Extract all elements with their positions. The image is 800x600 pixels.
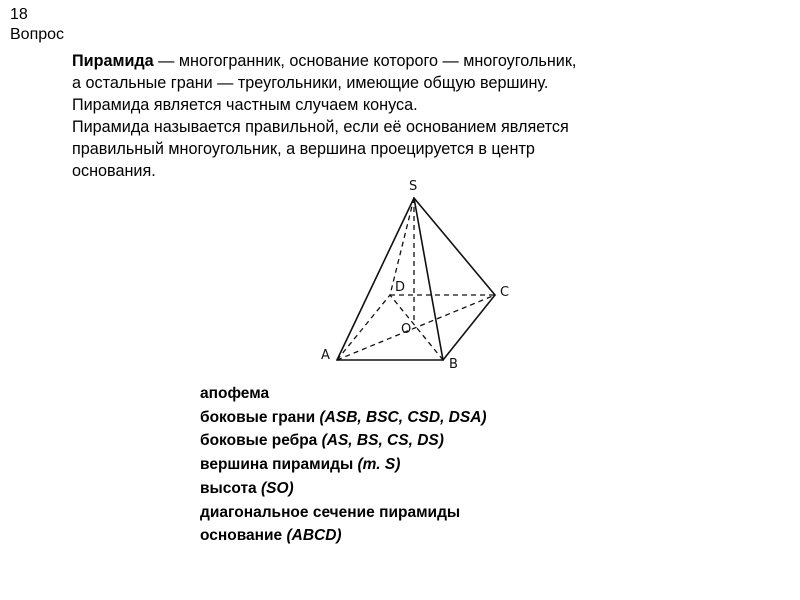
option-apothem[interactable] xyxy=(200,382,487,406)
option-lateral-faces[interactable] xyxy=(200,406,487,430)
option-height[interactable] xyxy=(200,477,487,501)
option-base[interactable] xyxy=(200,524,487,548)
option-diagonal-section[interactable] xyxy=(200,501,487,525)
label-a: A xyxy=(321,348,330,363)
definition-line-1 xyxy=(72,50,712,72)
definition-term: Пирамида xyxy=(72,52,154,70)
definition-line-2: а остальные грани — треугольники, имеющие общую вершину. xyxy=(72,74,549,92)
label-c: C xyxy=(500,285,510,300)
option-lateral-faces-detail: (ASB, BSC, CSD, DSA) xyxy=(319,408,487,426)
edge-bc xyxy=(443,295,495,360)
option-lateral-edges-text: боковые ребра xyxy=(200,432,322,450)
question-label: Вопрос xyxy=(10,26,65,43)
definition-text xyxy=(72,50,712,182)
option-apex-text: вершина пирамиды xyxy=(200,456,358,474)
pyramid-diagram xyxy=(310,170,530,375)
option-lateral-edges-detail: (AS, BS, CS, DS) xyxy=(321,432,444,450)
option-diagonal-section-text: диагональное сечение пирамиды xyxy=(200,503,461,521)
definition-line-5: правильный многоугольник, а вершина проецируется в центр xyxy=(72,140,535,158)
option-lateral-edges[interactable] xyxy=(200,429,487,453)
option-height-detail: (SO) xyxy=(261,479,294,497)
diagonal-ac xyxy=(337,295,495,360)
question-number-value: 18 xyxy=(10,6,28,23)
edge-sc xyxy=(414,198,495,295)
option-apothem-text: апофема xyxy=(200,385,270,402)
definition-line-1-rest: — многогранник, основание которого — многоугольник, xyxy=(153,52,577,70)
option-lateral-faces-text: боковые грани xyxy=(200,408,320,426)
definition-line-4: Пирамида называется правильной, если её основанием является xyxy=(72,118,569,136)
label-b: B xyxy=(449,357,458,372)
option-apex[interactable] xyxy=(200,453,487,477)
question-number xyxy=(10,5,64,45)
option-base-detail: (ABCD) xyxy=(286,527,342,545)
label-s: S xyxy=(409,179,418,194)
answer-options xyxy=(200,382,487,548)
definition-line-3: Пирамида является частным случаем конуса. xyxy=(72,96,418,114)
label-d: D xyxy=(395,280,406,295)
option-height-text: высота xyxy=(200,479,261,497)
edge-sb xyxy=(414,198,443,360)
option-apex-detail: (т. S) xyxy=(357,456,401,474)
definition-line-6: основания. xyxy=(72,162,156,180)
label-o: O xyxy=(401,322,412,337)
option-base-text: основание xyxy=(200,527,287,545)
